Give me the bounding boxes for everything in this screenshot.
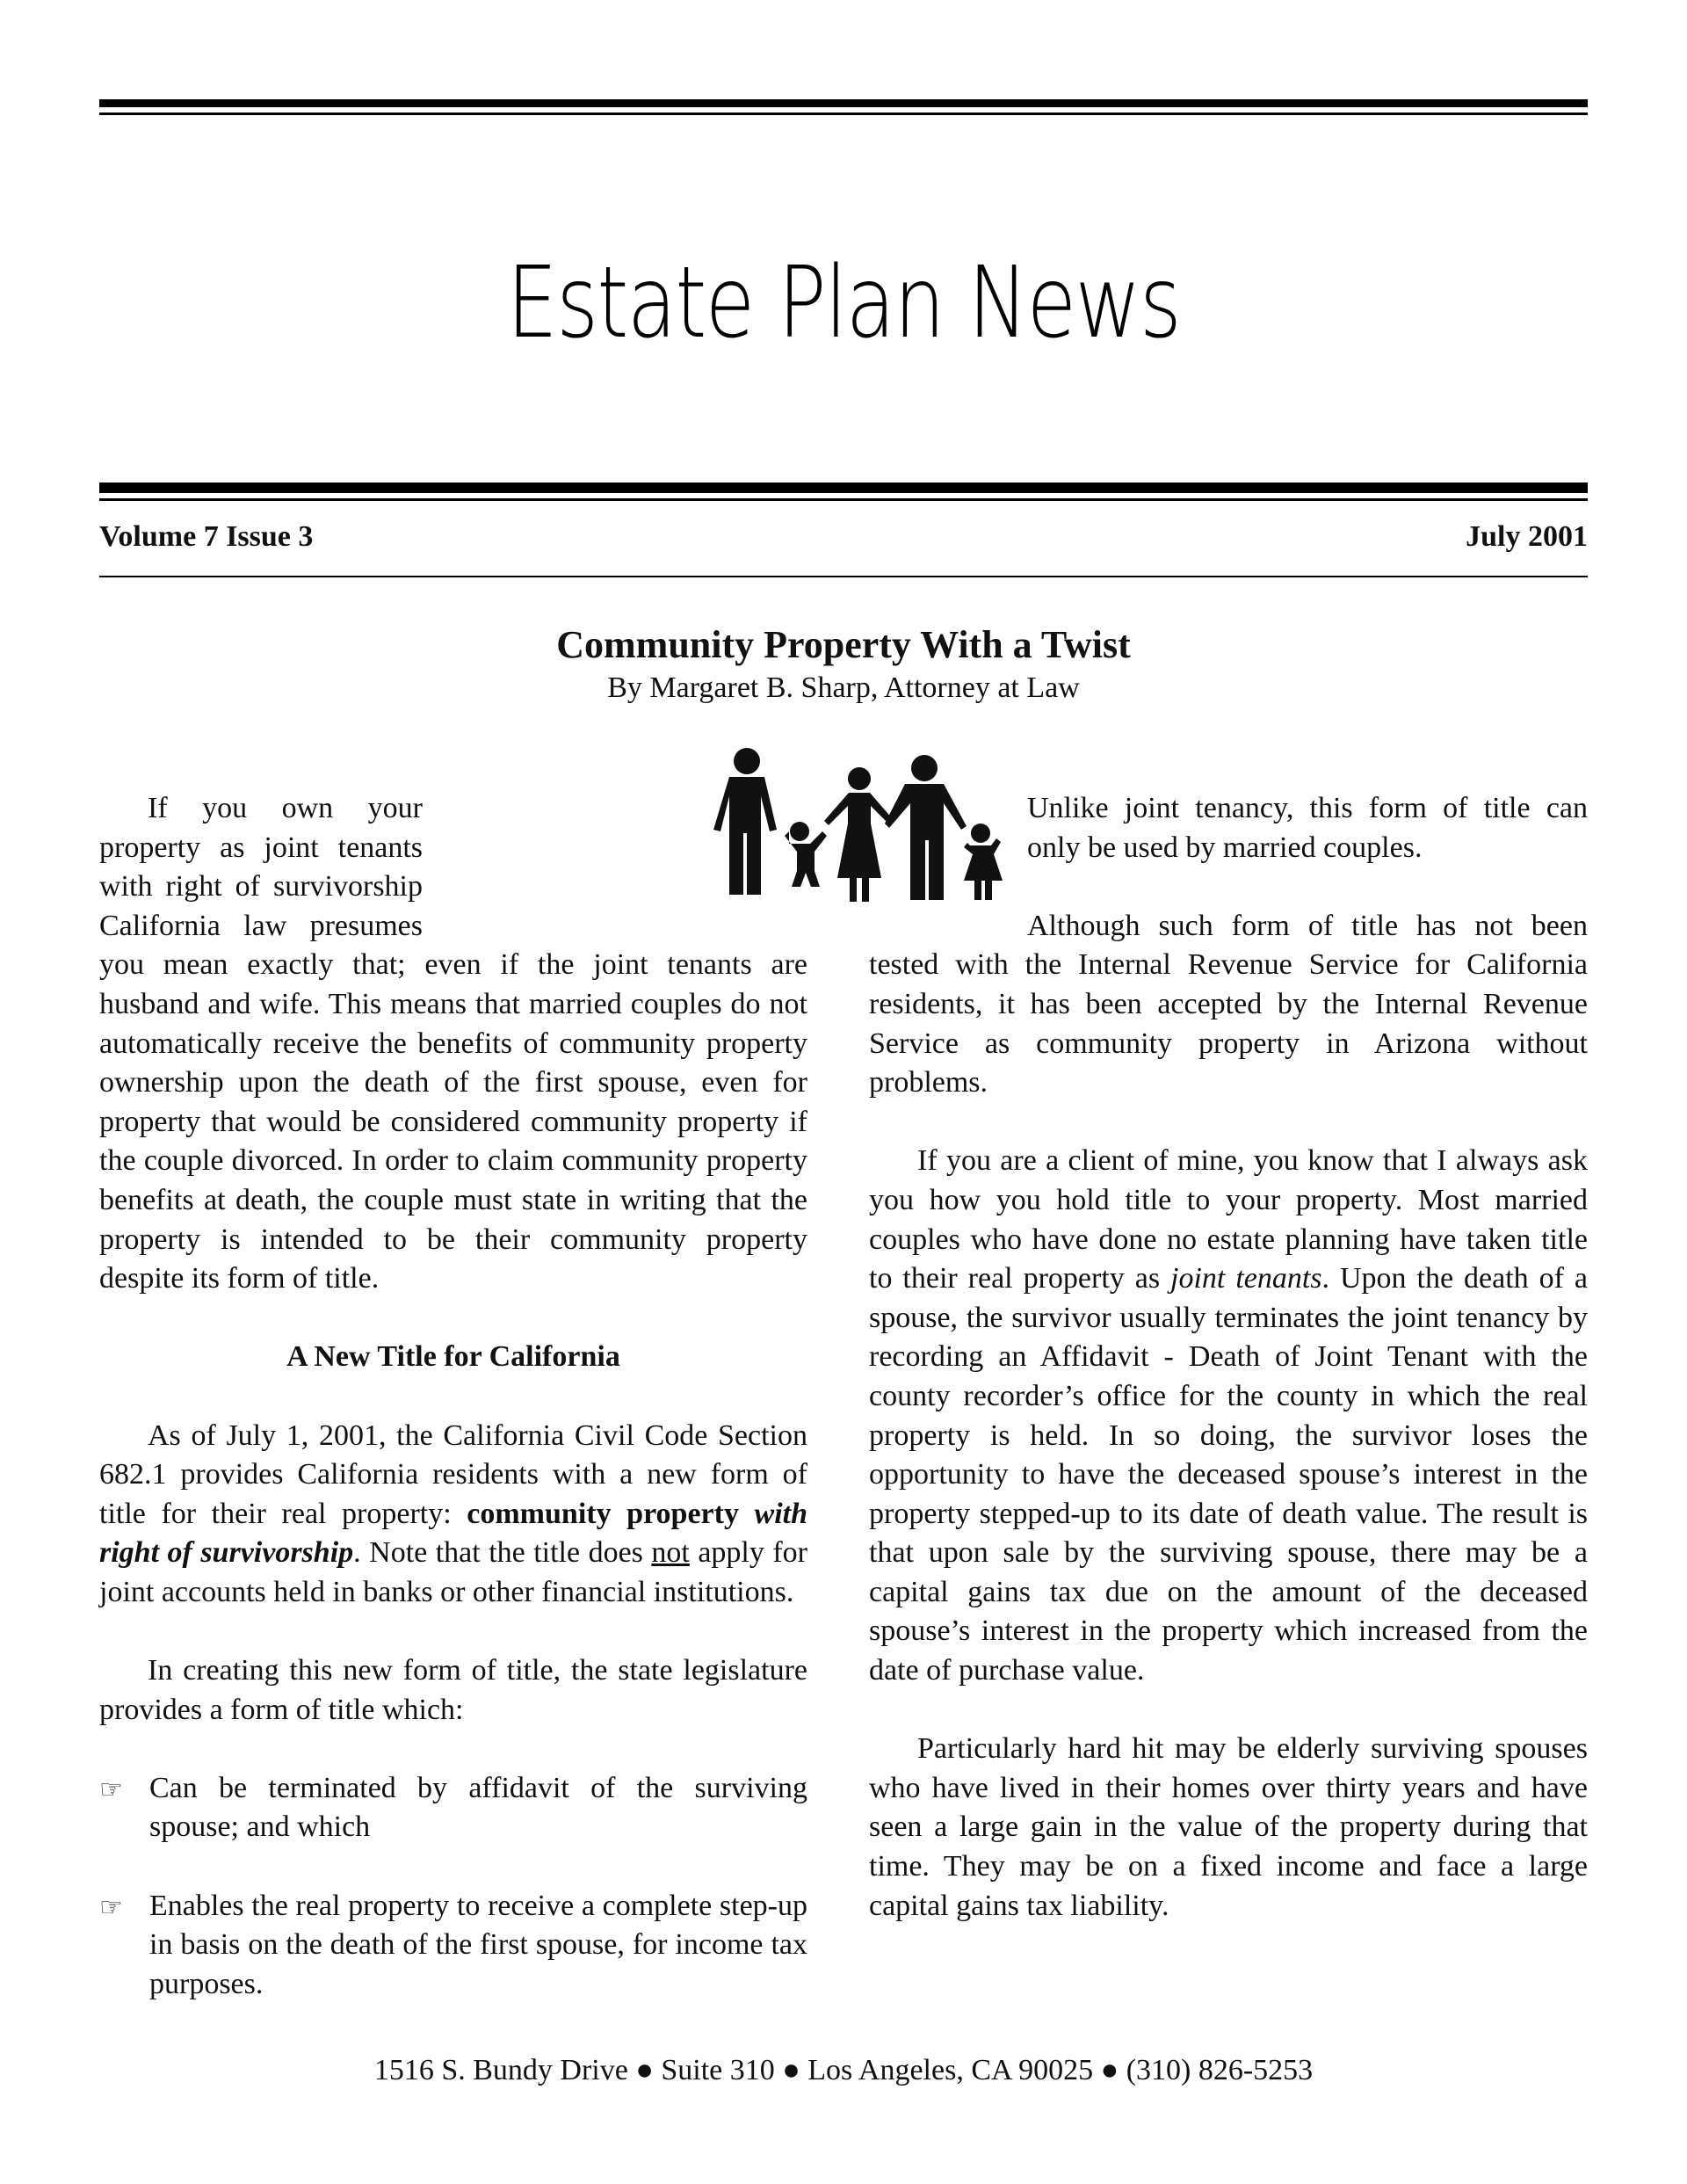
masthead-title: Estate Plan News — [506, 246, 1181, 360]
masthead-rule-thick — [99, 483, 1588, 493]
issue-volume: Volume 7 Issue 3 — [99, 520, 314, 553]
issue-rule — [99, 576, 1588, 577]
left-column — [99, 789, 807, 2043]
right-paragraph-2: Although such form of title has not been tested with the Internal Revenue Service for California residents, it has been accepted by the Internal Revenue Service as community property in Arizona without problems. — [869, 909, 1588, 1099]
left-paragraph-1: If you own your property as joint tenants with right of survivorship California law presumes you mean exactly that; even if the joint tenants are husband and wife. This means that married couples do not automatically receive the benefits of community property ownership upon the death of the first spouse, even for property that would be considered community property if the couple divorced. In order to claim community property benefits at death, the couple must state in writing that the property is intended to be their community property despite its form of title. — [99, 792, 807, 1295]
article-header — [0, 620, 1687, 707]
top-rule-thick — [99, 99, 1588, 107]
section-subheading: A New Title for California — [286, 1340, 620, 1374]
list-item: ☞ Enables the real property to receive a complete step-up in basis on the death of the first spouse, for income tax purposes. — [99, 1889, 807, 2000]
right-paragraph-4: Particularly hard hit may be elderly surviving spouses who have lived in their homes over thirty years and have seen a large gain in the value of the property during that time. They may be on a fixed income and face a large capital gains tax liability. — [869, 1732, 1588, 1922]
right-paragraph-1: Unlike joint tenancy, this form of title can only be used by married couples. — [1027, 792, 1588, 864]
footer-address: 1516 S. Bundy Drive ● Suite 310 ● Los Angeles, CA 90025 ● (310) 826-5253 — [373, 2054, 1314, 2086]
left-paragraph-2: As of July 1, 2001, the California Civil Code Section 682.1 provides California residents with a new form of title for their real property: community property with right of survivorship. Note that the title does not apply for joint accounts held in banks or other financial institutions. — [99, 1419, 808, 1608]
pointing-hand-icon: ☞ — [99, 1774, 123, 1804]
article-byline: By Margaret B. Sharp, Attorney at Law — [607, 671, 1080, 704]
right-column — [869, 789, 1588, 1965]
list-item: ☞ Can be terminated by affidavit of the surviving spouse; and which — [99, 1771, 807, 1844]
masthead-rule-thin — [99, 498, 1588, 501]
pointing-hand-icon: ☞ — [99, 1892, 123, 1922]
issue-line — [99, 520, 1588, 554]
right-paragraph-3: If you are a client of mine, you know that I always ask you how you hold title to your property. Most married couples who have done no estate planning have taken title to their real property as joint tenants. Upon the death of a spouse, the survivor usually terminates the joint tenancy by recording an Affidavit - Death of Joint Tenant with the county recorder’s office for the county in which the real property is held. In so doing, the survivor loses the opportunity to have the deceased spouse’s interest in the property stepped-up to its date of death value. The result is that upon sale by the surviving spouse, there may be a capital gains tax due on the amount of the deceased spouse’s interest in the property which increased from the date of purchase value. — [869, 1144, 1588, 1687]
issue-date: July 2001 — [1466, 520, 1588, 553]
article-title: Community Property With a Twist — [556, 623, 1131, 666]
top-rule-thin — [99, 112, 1588, 115]
left-paragraph-3: In creating this new form of title, the state legislature provides a form of title which: — [99, 1654, 807, 1726]
